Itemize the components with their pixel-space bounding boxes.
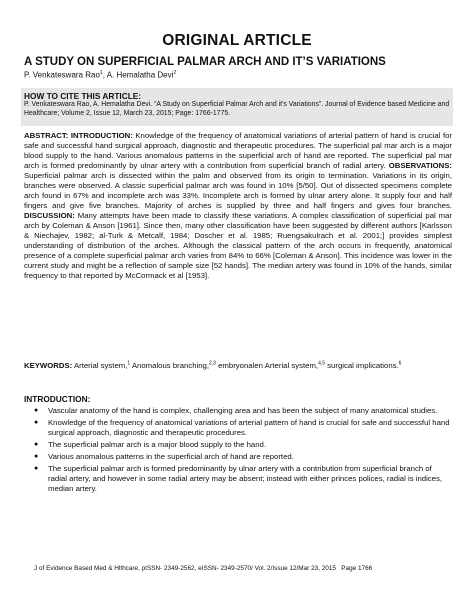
page-number: Page 1766	[341, 565, 373, 572]
author-separator: ,	[102, 70, 107, 80]
abstract-discussion-text: Many attempts have been made to classify these variations. A complex classification of superficial pal mar arch by Coleman & Anson [1961]. Since then, many other classification have been suggested by different authors [Karlsson & Niechajev, 1982; al-Turk & Metcalf, 1984; Doscher et al. 1985; Ruengsakulrach et al. 2001;] provides simplest understanding of distribution of the arches. Although the classical pattern of the arch occurs in frequently, anatomical presence of a complete superficial palmar arch varies from 84% to 66% [Coleman & Anson]. This incidence was lower in the current study and might be a reflection of sample size [52 hands]. The median artery was found in 10% of the hands, similar frequency to that reported by McCormack et al [1953].	[24, 211, 453, 280]
introduction-heading: INTRODUCTION:	[24, 394, 91, 404]
page-footer	[34, 565, 444, 572]
author-affiliation-mark: 2	[173, 70, 177, 76]
list-item	[24, 440, 452, 450]
list-item-text: Various anomalous patterns in the superficial arch of hand are reported.	[48, 452, 294, 461]
bullet-icon: ●	[34, 453, 39, 460]
list-item-text: Knowledge of the frequency of anatomical variations of arterial pattern of hand is crucial for safe and successful hand surgical approach, diagnostic and therapeutic procedures.	[48, 418, 450, 437]
abstract-observations-label: OBSERVATIONS:	[388, 161, 452, 170]
bullet-icon: ●	[34, 441, 39, 448]
abstract	[24, 131, 452, 281]
keywords-label: KEYWORDS:	[24, 361, 73, 370]
list-item	[24, 406, 452, 416]
citation-box	[21, 88, 453, 126]
keyword: surgical implications.	[327, 361, 399, 370]
citation-text: P. Venkateswara Rao, A. Hemalatha Devi. “A Study on Superficial Palmar Arch and it’s Variations”. Journal of Evidence based Medicine and Healthcare; Volume 2, Issue 12, March 23, 2015; Page: 1766-1775.	[24, 101, 450, 117]
author-name: A. Hemalatha Devi	[106, 70, 174, 80]
bullet-icon: ●	[34, 465, 39, 472]
keyword-ref: 6	[398, 360, 402, 367]
list-item-text: Vascular anatomy of the hand is complex, challenging area and has been the subject of many anatomical studies.	[48, 406, 438, 415]
abstract-discussion-label: DISCUSSION:	[24, 211, 75, 220]
bullet-icon: ●	[34, 419, 39, 426]
list-item	[24, 452, 452, 462]
keyword: Arterial system,	[73, 361, 128, 370]
abstract-label: ABSTRACT:	[24, 131, 69, 140]
abstract-observations-text: Superficial palmar arch is dissected within the palm and observed from its origin to termination. Variations in its origin, branches were observed. A classic superficial palmar arch was found in 10% [5/50]. Out of dissected specimens complete arch found in 67% and incomplete arch was 33%. Incomplete arch is formed by ulnar artery alone. It supply four and half fingers and give five branches. Majority of arches is supplied by three and half fingers and gives four branches.	[24, 171, 452, 210]
introduction-list	[24, 406, 452, 496]
keyword-ref: 4,5	[318, 360, 326, 367]
abstract-introduction-text: Knowledge of the frequency of anatomical variations of arterial pattern of hand is crucial for safe and successful hand surgical approach, diagnostic and therapeutic procedures. The superficial pal mar arch is a major blood supply to the hand. Various anomalous patterns in the superficial arch of hand are reported. The superficial pal mar arch is formed predominantly by ulnar artery with a contribution from superficial branch of radial artery.	[24, 131, 452, 170]
list-item	[24, 464, 452, 494]
paper-title: A STUDY ON SUPERFICIAL PALMAR ARCH AND IT’S VARIATIONS	[24, 56, 386, 68]
author-affiliation-mark: 1	[99, 70, 103, 76]
keyword-ref: 1	[127, 360, 131, 367]
journal-footer-text: J of Evidence Based Med & Hlthcare, pISSN- 2349-2562, eISSN- 2349-2570/ Vol. 2/Issue 12/Mar 23, 2015	[34, 565, 336, 572]
abstract-introduction-label: INTRODUCTION:	[70, 131, 133, 140]
keywords	[24, 361, 452, 371]
author-name: P. Venkateswara Rao	[24, 70, 100, 80]
keyword-ref: 2,3	[209, 360, 216, 367]
list-item-text: The superficial palmar arch is a major blood supply to the hand.	[48, 440, 266, 449]
list-item-text: The superficial palmar arch is formed predominantly by ulnar artery with a contribution from superficial branch of radial artery, and however in some radial artery may be absent; instead with either princes polices, radial is indices, median artery.	[48, 464, 443, 493]
section-header: ORIGINAL ARTICLE	[162, 32, 312, 49]
citation-heading: HOW TO CITE THIS ARTICLE:	[24, 91, 142, 101]
keyword: Anomalous branching,	[131, 361, 210, 370]
bullet-icon: ●	[34, 407, 39, 414]
author-line	[24, 70, 176, 80]
list-item	[24, 418, 452, 438]
keyword: embryonalen Arterial system,	[218, 361, 319, 370]
